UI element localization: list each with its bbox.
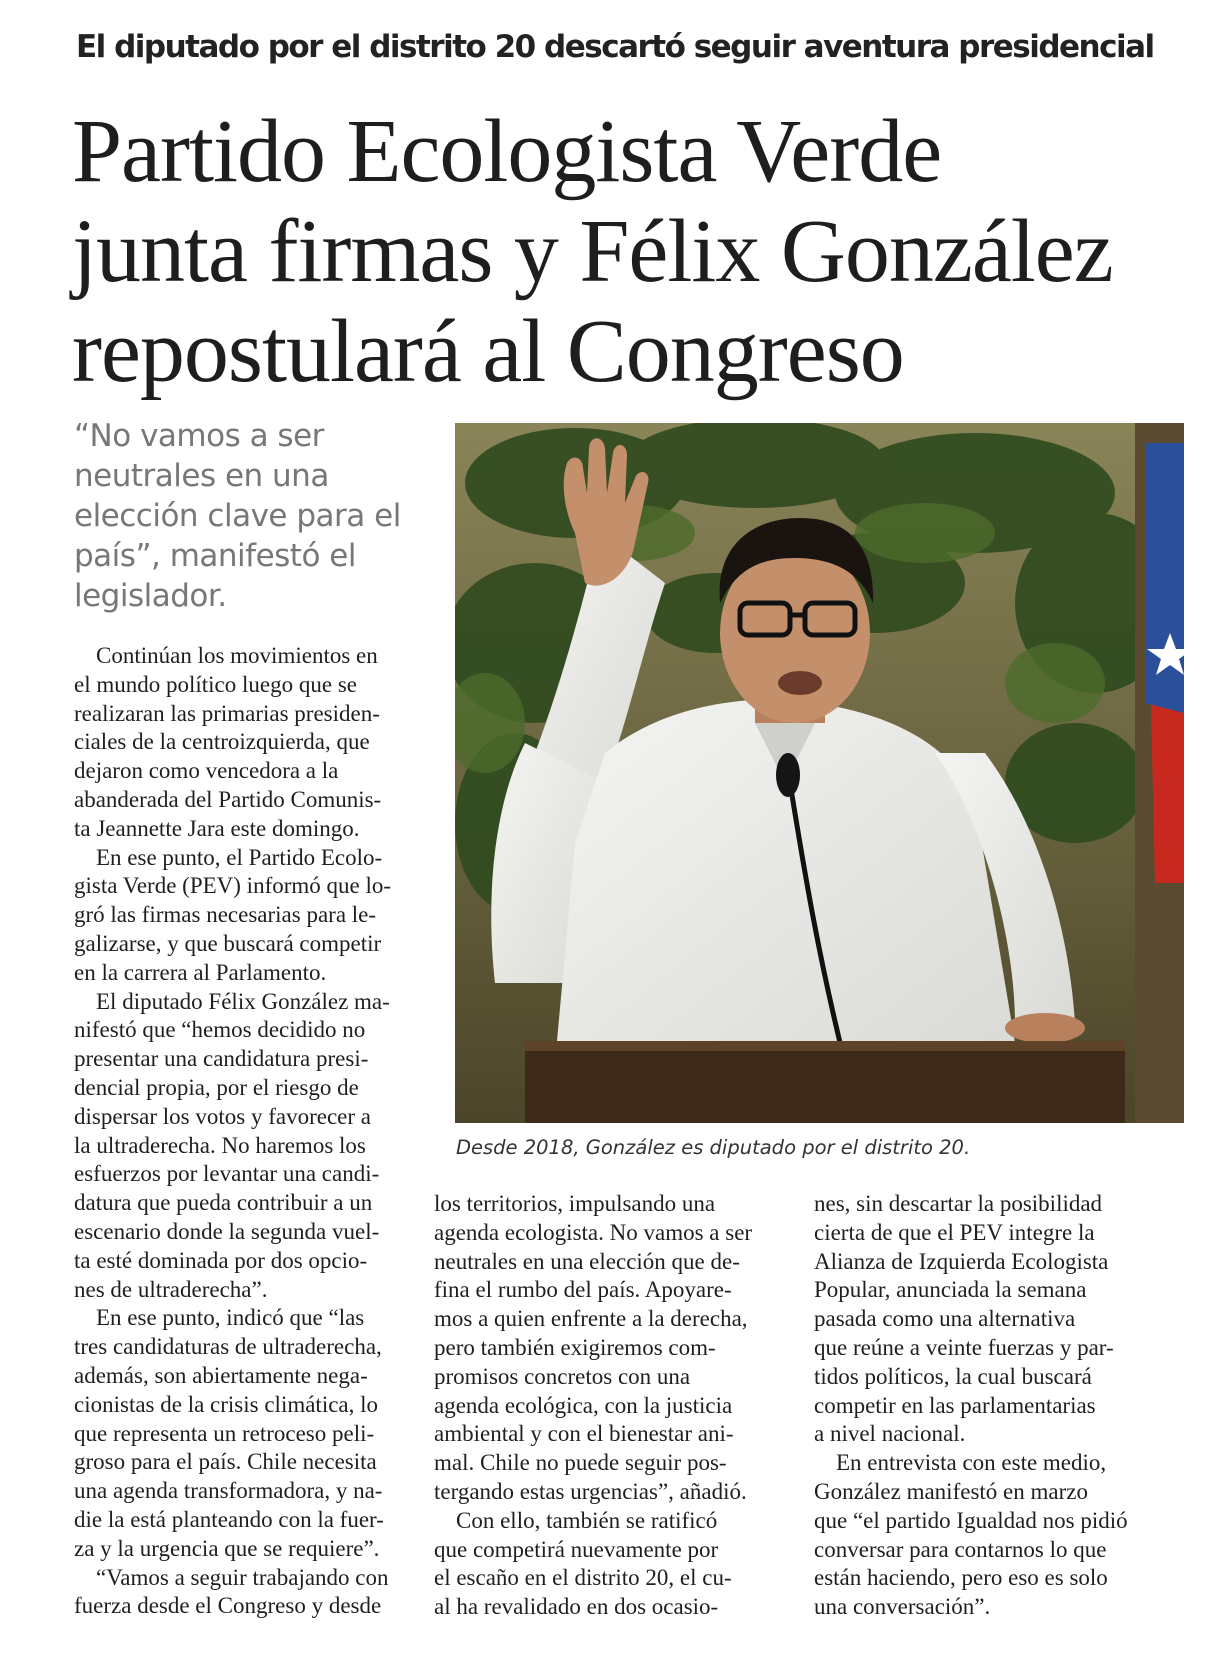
body-text-line: datura que pueda contribuir a un [74, 1190, 373, 1216]
pull-quote-line: “No vamos a ser [74, 418, 324, 454]
body-text-line: al ha revalidado en dos ocasio- [434, 1594, 719, 1620]
body-text-line: a nivel nacional. [814, 1421, 966, 1447]
body-text-line: los territorios, impulsando una [434, 1191, 716, 1216]
pull-quote-line: elección clave para el [74, 498, 401, 534]
body-text-line: Continúan los movimientos en [96, 643, 378, 668]
body-text-line: fina el rumbo del país. Apoyare- [434, 1277, 732, 1303]
body-text-line: cierta de que el PEV integre la [814, 1219, 1095, 1245]
body-text-line: esfuerzos por levantar una candi- [74, 1161, 380, 1187]
body-text-line: “Vamos a seguir trabajando con [96, 1564, 389, 1590]
body-text-line: die la está planteando con la fuer- [74, 1506, 384, 1532]
body-text-line: dencial propia, por el riesgo de [74, 1074, 359, 1100]
body-text-line: ambiental y con el bienestar ani- [434, 1421, 734, 1447]
body-text-line: conversar para contarnos lo que [814, 1536, 1107, 1562]
body-text-line: que competirá nuevamente por [434, 1536, 719, 1562]
body-text-line: además, son abiertamente nega- [74, 1362, 368, 1388]
body-text-line: dejaron como vencedora a la [74, 758, 339, 784]
body-text-line: ciales de la centroizquierda, que [74, 729, 370, 755]
pull-quote-line: país”, manifestó el [74, 538, 356, 574]
body-text-line: tres candidaturas de ultraderecha, [74, 1334, 382, 1360]
photo-caption: Desde 2018, González es diputado por el distrito 20. [456, 1136, 971, 1159]
body-column-3 [814, 1190, 1181, 1622]
body-text-line: una agenda transformadora, y na- [74, 1478, 383, 1504]
body-text-line: gró las firmas necesarias para le- [74, 902, 377, 928]
pull-quote [74, 416, 434, 616]
body-text-line: el escaño en el distrito 20, el cu- [434, 1565, 732, 1591]
body-text-line: dispersar los votos y favorecer a [74, 1103, 371, 1129]
body-text-line: gista Verde (PEV) informó que lo- [74, 873, 392, 899]
body-text-line: están haciendo, pero eso es solo [814, 1565, 1108, 1591]
body-text-line: en la carrera al Parlamento. [74, 959, 327, 985]
body-text-line: presentar una candidatura presi- [74, 1046, 369, 1072]
headline-line: junta firmas y Félix González [72, 202, 1113, 301]
article-headline [72, 102, 1202, 402]
article-kicker: El diputado por el distrito 20 descartó seguir aventura presidencial [76, 29, 1154, 65]
body-text-line: agenda ecológica, con la justicia [434, 1392, 733, 1418]
body-text-line: tidos políticos, la cual buscará [814, 1363, 1092, 1389]
body-text-line: que “el partido Igualdad nos pidió [814, 1507, 1128, 1533]
body-text-line: groso para el país. Chile necesita [74, 1449, 377, 1475]
body-text-line: pasada como una alternativa [814, 1306, 1076, 1332]
body-text-line: realizaran las primarias presiden- [74, 700, 380, 726]
body-text-line: la ultraderecha. No haremos los [74, 1132, 366, 1158]
body-text-line: cionistas de la crisis climática, lo [74, 1391, 379, 1417]
body-text-line: En entrevista con este medio, [836, 1450, 1107, 1476]
body-text-line: nes, sin descartar la posibilidad [814, 1191, 1103, 1216]
body-text-line: fuerza desde el Congreso y desde [74, 1593, 382, 1619]
body-text-line: En ese punto, el Partido Ecolo- [96, 844, 383, 870]
body-text-line: ta Jeannette Jara este domingo. [74, 815, 360, 841]
headline-line: Partido Ecologista Verde [72, 102, 942, 201]
body-text-line: nifestó que “hemos decidido no [74, 1017, 366, 1043]
body-text-line: za y la urgencia que se requiere”. [74, 1535, 380, 1561]
body-text-line: Con ello, también se ratificó [456, 1507, 718, 1533]
body-text-line: mal. Chile no puede seguir pos- [434, 1450, 727, 1476]
body-text-line: promisos concretos con una [434, 1363, 691, 1389]
body-text-line: escenario donde la segunda vuel- [74, 1218, 380, 1244]
body-text-line: competir en las parlamentarias [814, 1392, 1096, 1418]
body-text-line: que reúne a veinte fuerzas y par- [814, 1334, 1114, 1360]
body-text-line: ta esté dominada por dos opcio- [74, 1247, 368, 1273]
pull-quote-line: neutrales en una [74, 458, 329, 494]
body-text-line: Alianza de Izquierda Ecologista [814, 1248, 1109, 1274]
article-photo [455, 423, 1184, 1123]
body-text-line: En ese punto, indicó que “las [96, 1305, 365, 1331]
body-text-line: abanderada del Partido Comunis- [74, 786, 382, 812]
body-text-line: Popular, anunciada la semana [814, 1277, 1087, 1303]
body-text-line: una conversación”. [814, 1594, 991, 1620]
body-column-2 [434, 1190, 801, 1622]
body-column-1 [74, 642, 426, 1621]
pull-quote-line: legislador. [74, 578, 227, 614]
body-text-line: pero también exigiremos com- [434, 1334, 716, 1360]
body-text-line: el mundo político luego que se [74, 671, 357, 697]
body-text-line: neutrales en una elección que de- [434, 1248, 740, 1274]
body-text-line: que representa un retroceso peli- [74, 1420, 375, 1446]
body-text-line: galizarse, y que buscará competir [74, 930, 382, 956]
body-text-line: nes de ultraderecha”. [74, 1276, 268, 1302]
body-text-line: tergando estas urgencias”, añadió. [434, 1478, 747, 1504]
body-text-line: González manifestó en marzo [814, 1478, 1088, 1504]
body-text-line: mos a quien enfrente a la derecha, [434, 1306, 748, 1332]
body-text-line: El diputado Félix González ma- [96, 988, 390, 1014]
body-text-line: agenda ecologista. No vamos a ser [434, 1219, 753, 1245]
headline-line: repostulará al Congreso [72, 302, 904, 401]
